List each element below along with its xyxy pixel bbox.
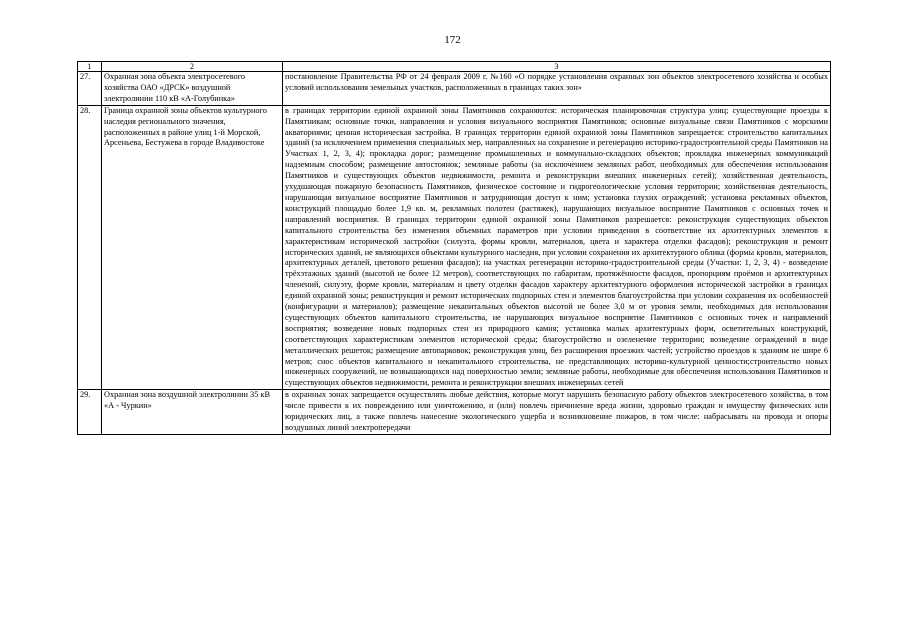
row-number: 29. [78,390,102,435]
zone-regulation: в охранных зонах запрещается осуществлять любые действия, которые могут нарушить безопасную работу объектов электросетевого хозяйства, в том числе привести к их повреждению или уничтожению, и (или) повлечь причинение вреда жизни, здоровью граждан и имуществу физических или юридических лиц, а также повлечь нанесение экологического ущерба и возникновение пожаров, в том числе: набрасывать на провода и опоры воздушных линий электропередачи [283,390,831,435]
zone-name: Охранная зона воздушной электролинии 35 кВ «А - Чуркин» [102,390,283,435]
table-header-row [78,62,831,72]
zone-regulation: постановление Правительства РФ от 24 февраля 2009 г. №160 «О порядке установления охранных зон объектов электросетевого хозяйства и особых условий использования земельных участков, расположенных в границах таких зон» [283,72,831,106]
table-row [78,390,831,435]
table-row [78,72,831,106]
row-number: 27. [78,72,102,106]
row-number: 28. [78,105,102,390]
document-table [77,61,831,435]
column-header-description: 3 [283,62,831,72]
zone-name: Граница охранной зоны объектов культурного наследия регионального значения, расположенных в районе улиц 1-й Морской, Арсеньева, Бестужева в городе Владивостоке [102,105,283,390]
zone-name: Охранная зона объекта электросетевого хозяйства ОАО «ДРСК» воздушной электролинии 110 кВ «А-Голубинка» [102,72,283,106]
zone-regulation: в границах территории единой охранной зоны Памятников сохраняются: историческая планировочная структура улиц; существующие проезды к Памятникам; основные точки, направления и условия визуального восприятия Памятников; основные визуальные связи Памятников с морскими акваториями; ценная историческая застройка. В границах территории единой охранной зоны Памятников запрещается: строительство капитальных зданий (за исключением применения специальных мер, направленных на сохранение и регенерацию историко-градостроительной среды Памятников на Участках 1, 2, 3, 4); прокладка дорог; размещение промышленных и коммунально-складских объектов; прокладка инженерных коммуникаций надземным способом; размещение автостоянок; земляные работы (за исключением земляных работ, необходимых для обеспечения использования Памятников и существующих объектов недвижимости, ремонта и реконструкции внешних инженерных сетей); хозяйственная деятельность, ухудшающая пожарную безопасность Памятников, физическое состояние и гидрогеологические условия территории; хозяйственная деятельность, нарушающая визуальное восприятие Памятников и затрудняющая доступ к ним; установка глухих ограждений; установка рекламных объектов, конструкций площадью более 1,9 кв. м, рекламных полотен (растяжек), нарушающих визуальное восприятие Памятников с основных точек и направлений восприятия. В границах территории единой охранной зоны Памятников разрешается: реконструкция существующих объектов капитального строительства без изменения объемных параметров при условии приведения в соответствие их архитектурных элементов к характеристикам исторической застройки (силуэта, формы кровли, материалов, цвета и характера отделки фасадов); реконструкция и ремонт исторических зданий, не являющихся объектами культурного наследия, при условии сохранения их архитектурного облика (формы кровли, материалов, архитектурных деталей, цветового решения фасадов); на участках регенерации историко-градостроительной среды (Участки: 1, 2, 3, 4) - возведение трёхэтажных зданий (высотой не более 12 метров), соответствующих по габаритам, протяжённости фасадов, пропорциям проёмов и архитектурных членений, силуэту, форме кровли, материалам и цвету отделки фасадов характеру архитектурного оформления исторической застройки в границах единой охранной зоны; реконструкция и ремонт исторических подпорных стен и элементов благоустройства при условии сохранения их особенностей (конфигурации и материалов); размещение некапитальных объектов высотой не более 3,0 м от уровня земли, необходимых для использования существующих объектов капитального строительства, не нарушающих визуальное восприятие Памятников с основных точек и направлений восприятия; возведение новых подпорных стен из природного камня; установка малых архитектурных форм, осветительных конструкций, соответствующих характеристикам элементов исторической среды; благоустройство и озеленение территории; возведение ограждений в виде металлических решеток; размещение автопарковок; реконструкция улиц, без расширения проезжих частей; устройство проездов к зданиям не шире 6 метров; снос объектов капитального и некапитального строительства, не представляющих историко-культурной ценности;строительство новых инженерных сооружений, не возвышающихся над поверхностью земли; земляные работы, необходимые для обеспечения использования Памятников и существующих объектов недвижимости, ремонта и реконструкции внешних инженерных сетей [283,105,831,390]
column-header-name: 2 [102,62,283,72]
table-row [78,105,831,390]
page-number: 172 [444,34,461,46]
column-header-number: 1 [78,62,102,72]
